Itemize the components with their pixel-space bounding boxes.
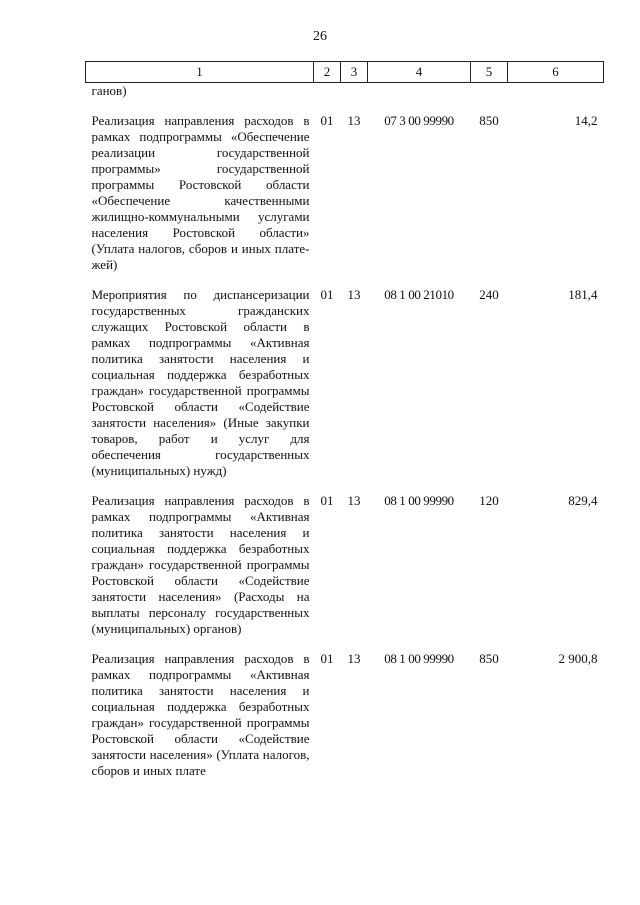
row-target-code: 08 1 00 99990 <box>384 651 454 666</box>
row-description: Реализация направления расходов в рамках подпрограммы «Обеспечение реализации государственной программы» государственной программы Ростовской области «Обеспечение качественными жилищно-коммунальными услугами населения Ростовской области» (Уплата налогов, сборов и иных платежей) <box>91 113 310 272</box>
row-description: Мероприятия по диспансеризации государственных гражданских служащих Ростовской области в рамках подпрограммы «Активная политика занятости населения и социальная поддержка безработных граждан» государственной программы Ростовской области «Содействие занятости населения» (Иные закупки товаров, работ и услуг для обеспечения государственных (муниципальных) нужд) <box>91 287 310 478</box>
page-number: 26 <box>313 29 327 44</box>
row-target-code: 07 3 00 99990 <box>384 113 454 128</box>
row-amount: 181,4 <box>568 287 598 302</box>
row-section: 01 <box>320 287 334 302</box>
continuation-row <box>86 83 604 100</box>
row-description: Реализация направления расходов в рамках подпрограммы «Активная политика занятости населения и социальная поддержка безработных граждан» государственной программы Ростовской области «Содействие занятости населения» (Расходы на выплаты персоналу государственных (муниципальных) органов) <box>91 493 310 636</box>
row-amount: 2 900,8 <box>558 651 598 666</box>
header-col-3: 3 <box>341 62 368 83</box>
row-amount: 829,4 <box>568 493 598 508</box>
table-row <box>86 479 604 637</box>
header-row <box>86 62 604 83</box>
row-amount: 14,2 <box>574 113 598 128</box>
table-header <box>86 62 604 83</box>
row-target-code: 08 1 00 99990 <box>384 493 454 508</box>
row-expense-type: 240 <box>479 287 499 302</box>
table-row <box>86 273 604 479</box>
row-subsection: 13 <box>347 287 361 302</box>
row-subsection: 13 <box>347 493 361 508</box>
row-target-code: 08 1 00 21010 <box>384 287 454 302</box>
header-col-4: 4 <box>368 62 471 83</box>
row-expense-type: 120 <box>479 493 499 508</box>
table-row <box>86 99 604 273</box>
header-col-1: 1 <box>86 62 314 83</box>
table-row <box>86 637 604 779</box>
row-expense-type: 850 <box>479 113 499 128</box>
row-subsection: 13 <box>347 113 361 128</box>
row-section: 01 <box>320 113 334 128</box>
header-col-2: 2 <box>314 62 341 83</box>
row-section: 01 <box>320 651 334 666</box>
header-col-5: 5 <box>471 62 508 83</box>
continuation-text: ганов) <box>91 83 127 98</box>
row-description: Реализация направления расходов в рамках подпрограммы «Активная политика занятости населения и социальная поддержка безработных граждан» государственной программы Ростовской области «Содействие занятости населения» (Уплата налогов, сборов и иных плате <box>91 651 310 778</box>
header-col-6: 6 <box>508 62 604 83</box>
row-section: 01 <box>320 493 334 508</box>
table-body <box>86 83 604 780</box>
row-expense-type: 850 <box>479 651 499 666</box>
row-subsection: 13 <box>347 651 361 666</box>
budget-table <box>85 61 604 779</box>
